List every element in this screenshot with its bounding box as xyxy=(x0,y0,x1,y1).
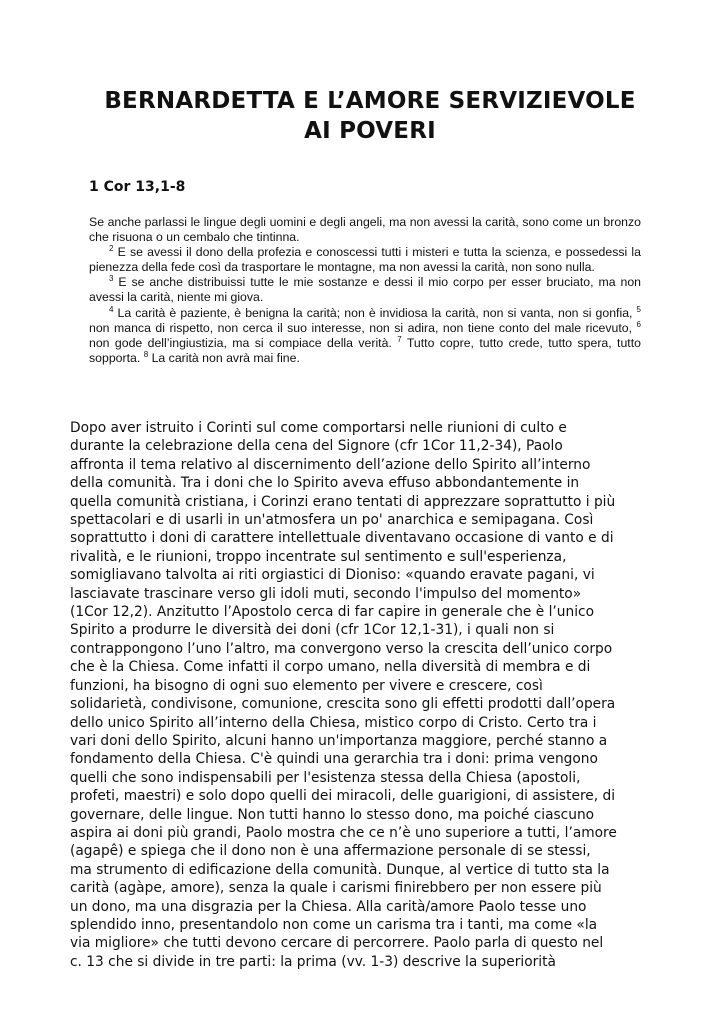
text-line: aspira ai doni più grandi, Paolo mostra che ce n’è uno superiore a tutti, l’amore xyxy=(70,824,617,841)
text-line: (agapê) e spiega che il dono non è una affermazione personale di se stessi, xyxy=(70,843,591,860)
text-line: somigliavano talvolta ai riti orgiastici di Dioniso: «quando eravate pagani, vi xyxy=(70,567,595,584)
text-line: solidarietà, condivisone, comunione, crescita sono gli effetti prodotti dall’opera xyxy=(70,696,616,713)
text-line: Spirito a produrre le diversità dei doni (cfr 1Cor 12,1-31), i quali non si xyxy=(70,622,555,639)
verse-number: 7 xyxy=(397,334,402,344)
verse-text: La carità è paziente, è benigna la carità; non è invidiosa la carità, non si vanta, non si gonfia, xyxy=(113,305,637,320)
verse-number: 5 xyxy=(636,304,641,314)
verse-text: non manca di rispetto, non cerca il suo interesse, non si adira, non tiene conto del male ricevuto, xyxy=(89,320,637,335)
text-line: un dono, ma una disgrazia per la Chiesa. Alla carità/amore Paolo tesse uno xyxy=(70,898,587,915)
verse-number: 3 xyxy=(109,274,114,284)
scripture-reference: 1 Cor 13,1-8 xyxy=(89,179,186,195)
verse-text: Tutto copre, tutto crede, tutto spera, tutto sopporta. xyxy=(89,335,641,365)
text-line: funzioni, ha bisogno di ogni suo elemento per vivere e crescere, così xyxy=(70,677,543,694)
text-line: affronta il tema relativo al discernimento dell’azione dello Spirito all’interno xyxy=(70,456,591,473)
text-line: che è la Chiesa. Come infatti il corpo umano, nella diversità di membra e di xyxy=(70,659,591,676)
verse-2 xyxy=(89,245,641,275)
text-line: rivalità, e le riunioni, troppo incentrate sul sentimento e sull'esperienza, xyxy=(70,548,567,565)
verses-4-8 xyxy=(89,306,641,366)
text-line: quella comunità cristiana, i Corinzi erano tentati di apprezzare soprattutto i più xyxy=(70,493,616,510)
text-line: governare, delle lingue. Non tutti hanno lo stesso dono, ma poiché ciascuno xyxy=(70,806,595,823)
text-line: lasciavate trascinare verso gli idoli muti, secondo l'impulso del momento» xyxy=(70,585,582,602)
text-line: durante la celebrazione della cena del Signore (cfr 1Cor 11,2-34), Paolo xyxy=(70,438,563,455)
text-line: profeti, maestri) e solo dopo quelli dei miracoli, delle guarigioni, di assistere, di xyxy=(70,788,616,805)
text-line: spettacolari e di usarli in un'atmosfera un po' anarchica e semipagana. Così xyxy=(70,512,594,529)
text-line: fondamento della Chiesa. C'è quindi una gerarchia tra i doni: prima vengono xyxy=(70,751,598,768)
verse-number: 6 xyxy=(636,319,641,329)
verse-3 xyxy=(89,275,641,305)
text-line: (1Cor 12,2). Anzitutto l’Apostolo cerca di far capire in generale che è l’unico xyxy=(70,604,595,621)
text-line: dello unico Spirito all’interno della Chiesa, mistico corpo di Cristo. Certo tra i xyxy=(70,714,597,731)
text-line: via migliore» che tutti devono cercare di percorrere. Paolo parla di questo nel xyxy=(70,935,604,952)
text-line: della comunità. Tra i doni che lo Spirito aveva effuso abbondantemente in xyxy=(70,475,580,492)
verse-text: E se avessi il dono della profezia e conoscessi tutti i misteri e tutta la scienza, e possedessi la pienezza della fede così da trasportare le montagne, ma non avessi la carità, non sono nulla. xyxy=(89,245,641,275)
page-title-line-1: BERNARDETTA E L’AMORE SERVIZIEVOLE xyxy=(104,88,636,114)
verse-number: 2 xyxy=(109,244,114,254)
verse-number: 8 xyxy=(143,349,149,359)
text-line: splendido inno, presentandolo non come un carisma tra i tanti, ma come «la xyxy=(70,916,598,933)
verse-text: E se anche distribuissi tutte le mie sostanze e dessi il mio corpo per esser bruciato, ma non avessi la carità, niente mi giova. xyxy=(89,275,641,305)
verse-text: non gode dell’ingiustizia, ma si compiace della verità. xyxy=(89,335,398,350)
text-line: Dopo aver istruito i Corinti sul come comportarsi nelle riunioni di culto e xyxy=(70,420,567,436)
text-line: vari doni dello Spirito, alcuni hanno un'importanza maggiore, perché stanno a xyxy=(70,732,608,749)
scripture-passage xyxy=(89,215,641,366)
verse-text: La carità non avrà mai fine. xyxy=(148,350,300,365)
text-line: quelli che sono indispensabili per l'esistenza stessa della Chiesa (apostoli, xyxy=(70,769,581,786)
text-line: carità (agàpe, amore), senza la quale i carismi finirebbero per non essere più xyxy=(70,880,602,897)
page-title xyxy=(70,86,670,146)
text-line: soprattutto i doni di carattere intellettuale diventavano occasione di vanto e di xyxy=(70,530,614,547)
text-line: c. 13 che si divide in tre parti: la prima (vv. 1-3) descrive la superiorità xyxy=(70,953,556,970)
page-title-line-2: AI POVERI xyxy=(304,118,436,144)
text-line: ma strumento di edificazione della comunità. Dunque, al vertice di tutto sta la xyxy=(70,861,610,878)
commentary-paragraph xyxy=(70,419,660,971)
verse-1: Se anche parlassi le lingue degli uomini e degli angeli, ma non avessi la carità, sono come un bronzo che risuona o un cembalo che tintinna. xyxy=(89,215,641,245)
text-line: contrappongono l’uno l’altro, ma convergono verso la crescita dell’unico corpo xyxy=(70,640,613,657)
verse-number: 4 xyxy=(109,304,114,314)
